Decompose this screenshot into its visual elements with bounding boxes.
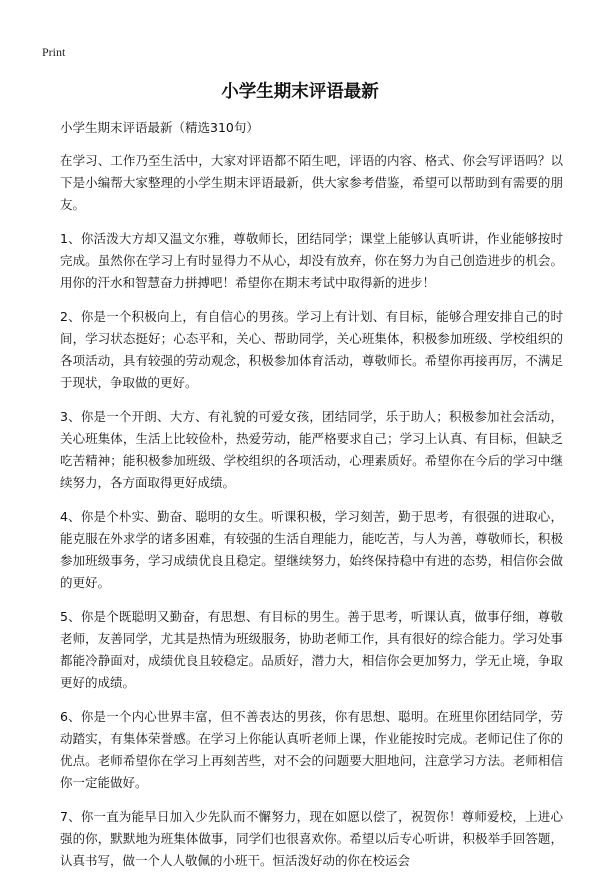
comment-paragraph-1: 1、你活泼大方却又温文尔雅，尊敬师长，团结同学；课堂上能够认真听讲，作业能够按时完成。虽然你在学习上有时显得力不从心，却没有放弃，你在努力为自己创造进步的机会。用你的汗水和智慧奋力拼搏吧！希望你在期末考试中取得新的进步！ — [60, 231, 563, 290]
comment-paragraph-5: 5、你是个既聪明又勤奋，有思想、有目标的男生。善于思考，听课认真，做事仔细，尊敬老师，友善同学，尤其是热情为班级服务，协助老师工作，具有很好的综合能力。学习处事都能冷静面对，成绩优良且较稳定。品质好，潜力大，相信你会更加努力，学无止境，争取更好的成绩。 — [60, 609, 563, 690]
comment-paragraph-4: 4、你是个朴实、勤奋、聪明的女生。听课积极，学习刻苦，勤于思考，有很强的进取心，能克服在外求学的诸多困难，有较强的生活自理能力，能吃苦，与人为善，尊敬师长，积极参加班级事务，学习成绩优良且稳定。望继续努力，始终保持稳中有进的态势，相信你会做的更好。 — [60, 509, 563, 590]
document-subtitle: 小学生期末评语最新（精选310句） — [60, 120, 259, 135]
comment-paragraph-2: 2、你是一个积极向上，有自信心的男孩。学习上有计划、有目标，能够合理安排自己的时间，学习状态挺好；心态平和，关心、帮助同学，关心班集体，积极参加班级、学校组织的各项活动，具有较强的劳动观念，积极参加体育活动，尊敬师长。希望你再接再厉，不满足于现状，争取做的更好。 — [60, 309, 563, 390]
comment-paragraph-3: 3、你是一个开朗、大方、有礼貌的可爱女孩，团结同学，乐于助人；积极参加社会活动，关心班集体，生活上比较俭朴，热爱劳动，能严格要求自己；学习上认真、有目标，但缺乏吃苦精神；能积极参加班级、学校组织的各项活动，心理素质好。希望你在今后的学习中继续努力，各方面取得更好成绩。 — [60, 409, 563, 490]
intro-paragraph: 在学习、工作乃至生活中，大家对评语都不陌生吧，评语的内容、格式、你会写评语吗？以下是小编帮大家整理的小学生期末评语最新，供大家参考借鉴，希望可以帮助到有需要的朋友。 — [60, 153, 563, 212]
document-body — [60, 150, 563, 884]
comment-paragraph-6: 6、你是一个内心世界丰富，但不善表达的男孩，你有思想、聪明。在班里你团结同学，劳动踏实，有集体荣誉感。在学习上你能认真听老师上课，作业能按时完成。老师记住了你的优点。老师希望你在学习上再刻苦些，对不会的问题要大胆地问，注意学习方法。老师相信你一定能做好。 — [60, 709, 563, 790]
document-title: 小学生期末评语最新 — [221, 82, 379, 102]
print-link[interactable]: Print — [42, 45, 66, 59]
comment-paragraph-7: 7、你一直为能早日加入少先队而不懈努力，现在如愿以偿了，祝贺你！尊师爱校，上进心强的你，默默地为班集体做事，同学们也很喜欢你。希望以后专心听讲，积极举手回答题，认真书写，做一个人人敬佩的小班干。恒活泼好动的你在校运会 — [60, 809, 563, 868]
